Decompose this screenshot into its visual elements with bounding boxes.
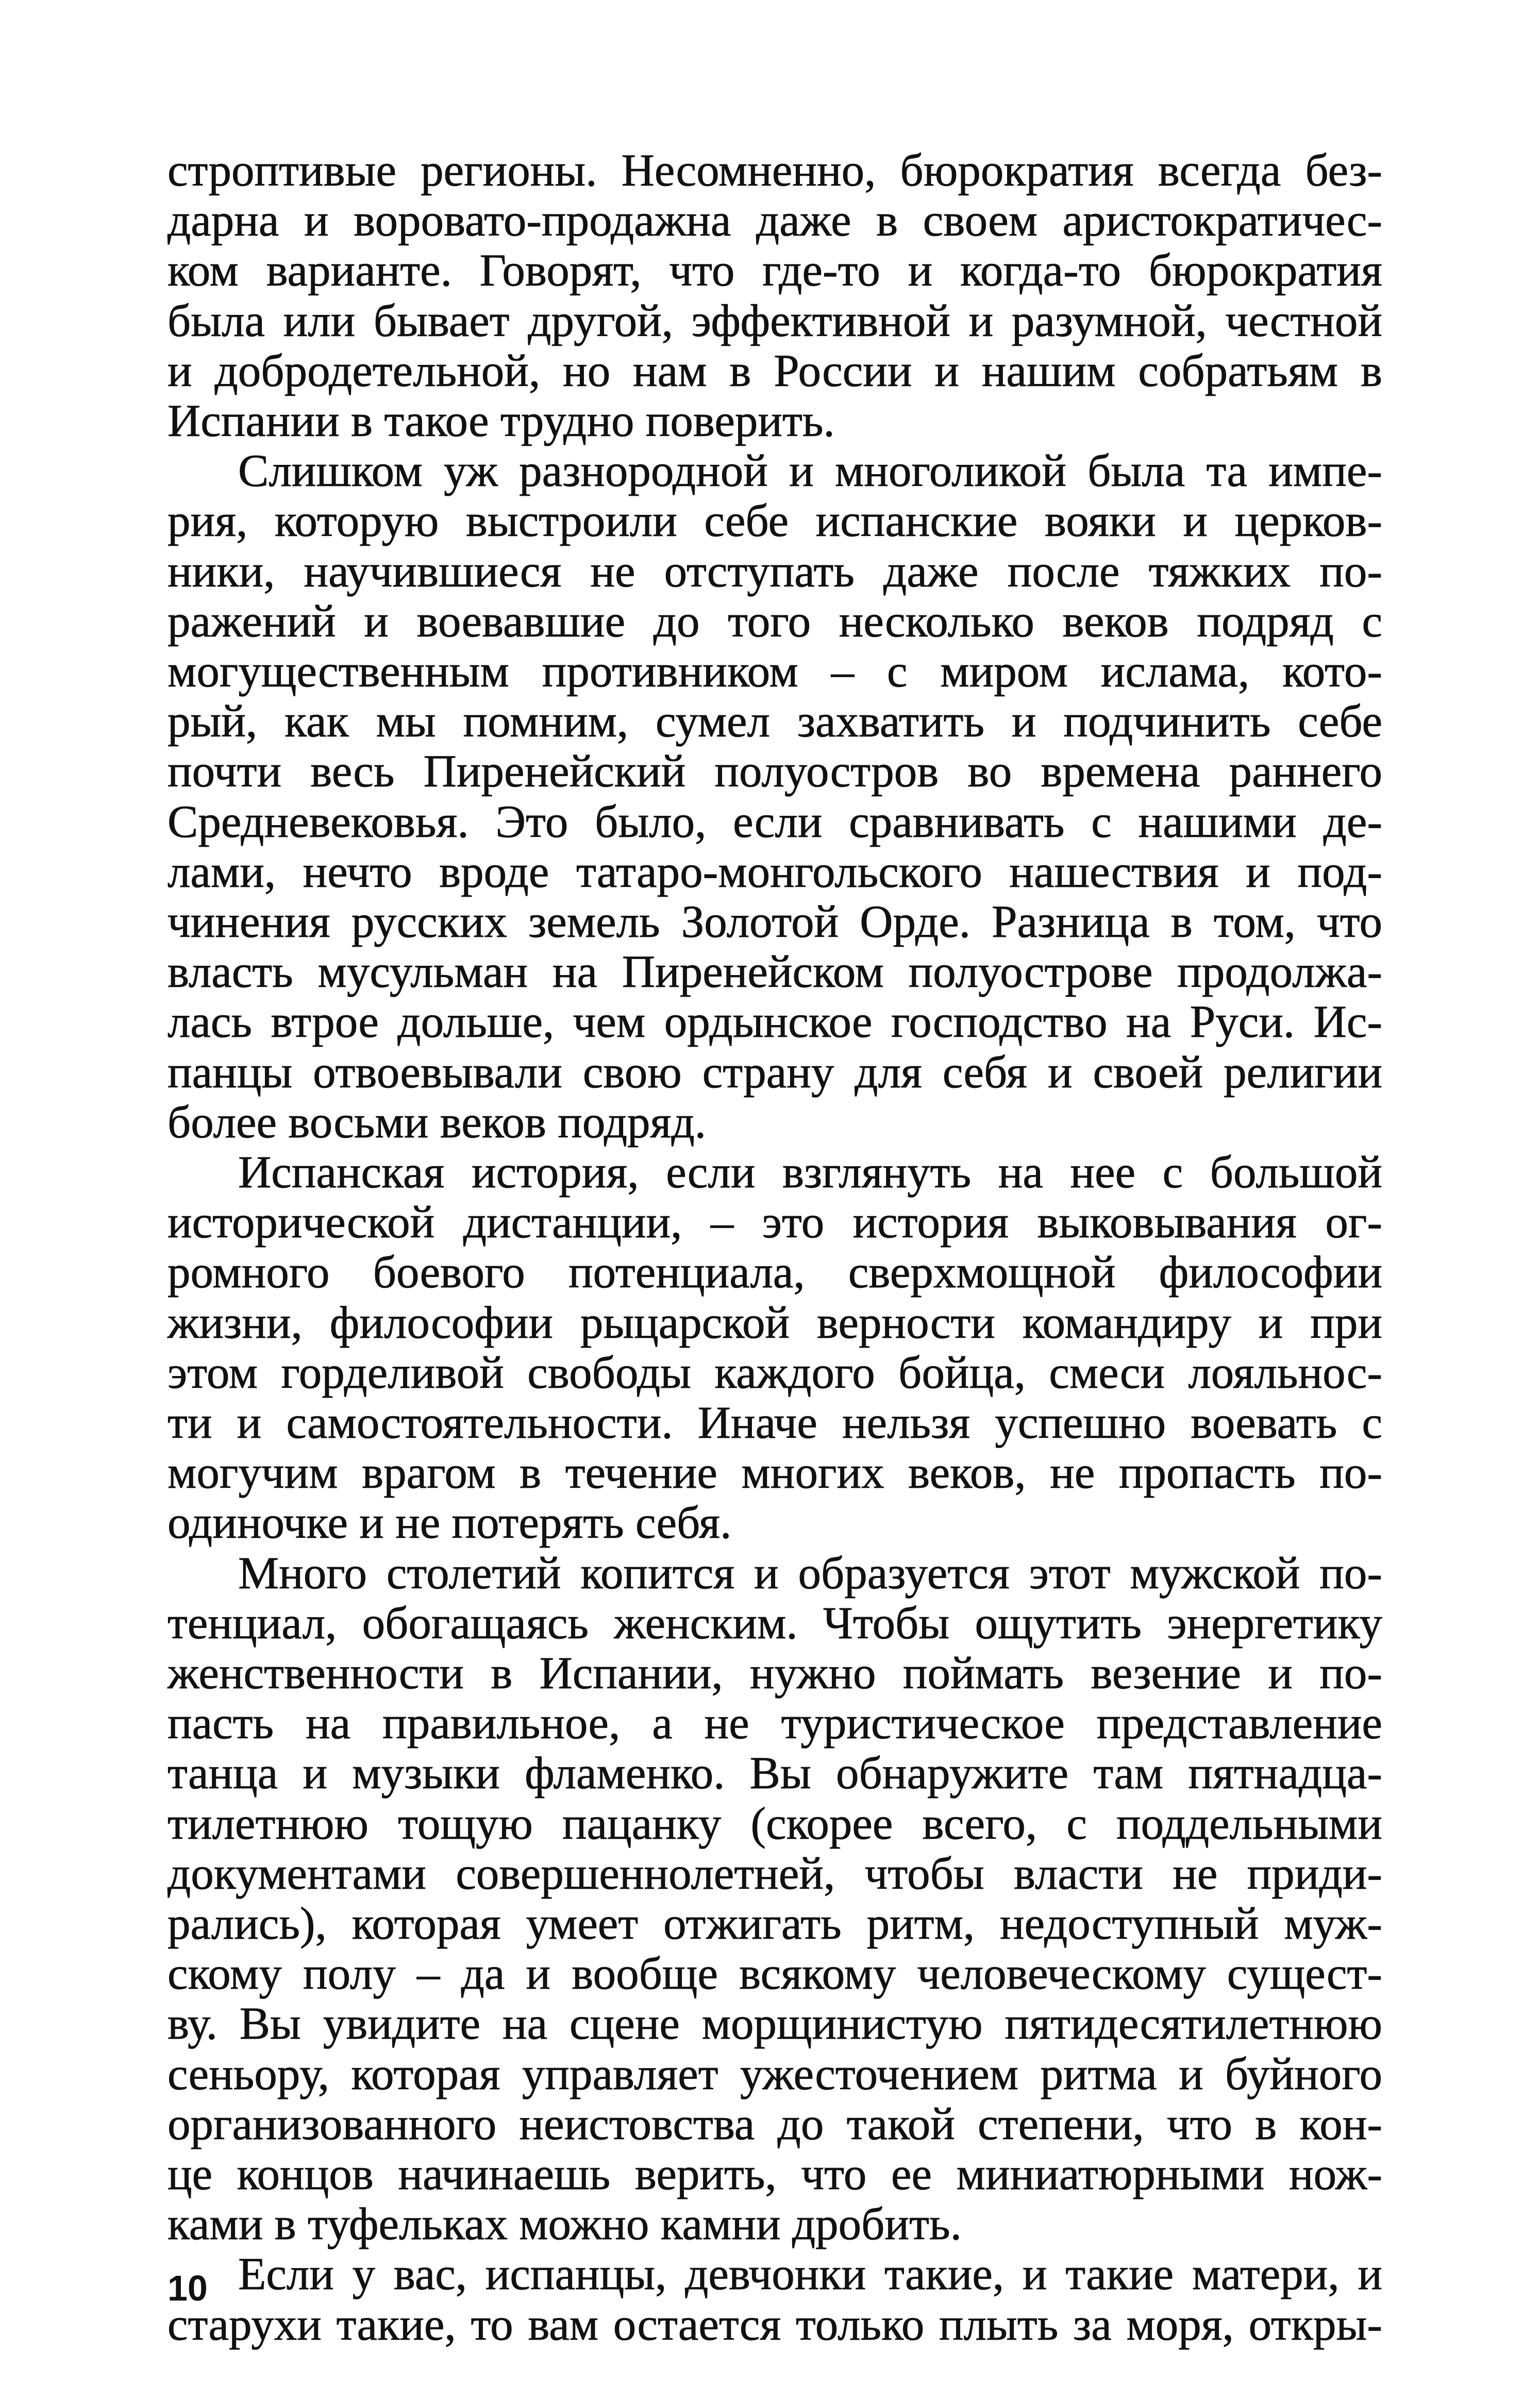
text-line: рый, как мы помним, сумел захватить и подчинить себе xyxy=(168,696,1382,747)
text-line: Средневековья. Это было, если сравнивать с нашими де- xyxy=(168,796,1382,847)
text-line: этом горделивой свободы каждого бойца, смеси лояльнос- xyxy=(168,1347,1382,1398)
text-line: чинения русских земель Золотой Орде. Разница в том, что xyxy=(168,897,1382,947)
paragraph-first-line: Много столетий копится и образуется этот мужской по- xyxy=(238,1548,1382,1599)
text-line: лами, нечто вроде татаро-монгольского нашествия и под- xyxy=(168,846,1382,897)
text-line: дарна и воровато-продажна даже в своем аристократичес- xyxy=(168,195,1382,246)
text-line: исторической дистанции, – это история выковывания ог- xyxy=(168,1197,1382,1248)
text-line: рия, которую выстроили себе испанские вояки и церков- xyxy=(168,496,1382,547)
text-line: ромного боевого потенциала, сверхмощной философии xyxy=(168,1247,1382,1298)
text-line: женственности в Испании, нужно поймать везение и по- xyxy=(168,1648,1382,1699)
text-line: Испании в такое трудно поверить. xyxy=(168,396,835,446)
text-line: власть мусульман на Пиренейском полуострове продолжа- xyxy=(168,947,1382,998)
text-line: рались), которая умеет отжигать ритм, недоступный муж- xyxy=(168,1899,1382,1949)
text-line: и добродетельной, но нам в России и нашим собратьям в xyxy=(168,345,1382,396)
text-line: ники, научившиеся не отступать даже после тяжких по- xyxy=(168,546,1382,597)
text-line: ти и самостоятельности. Иначе нельзя успешно воевать с xyxy=(168,1398,1382,1448)
text-line: могучим врагом в течение многих веков, не пропасть по- xyxy=(168,1448,1382,1499)
text-line: скому полу – да и вообще всякому человеческому сущест- xyxy=(168,1949,1382,2000)
text-line: ками в туфельках можно камни дробить. xyxy=(168,2199,962,2250)
text-line: лась втрое дольше, чем ордынское господство на Руси. Ис- xyxy=(168,997,1382,1048)
text-line: це концов начинаешь верить, что ее миниатюрными нож- xyxy=(168,2149,1382,2200)
text-line: более восьми веков подряд. xyxy=(168,1097,707,1148)
text-line: могущественным противником – с миром ислама, кото- xyxy=(168,646,1382,697)
text-line: сеньору, которая управляет ужесточением ритма и буйного xyxy=(168,2049,1382,2100)
text-line: ражений и воевавшие до того несколько веков подряд с xyxy=(168,596,1382,647)
text-line: документами совершеннолетней, чтобы власти не приди- xyxy=(168,1848,1382,1899)
text-line: почти весь Пиренейский полуостров во времена раннего xyxy=(168,746,1382,797)
text-line: организованного неистовства до такой степени, что в кон- xyxy=(168,2099,1382,2150)
text-line: одиночке и не потерять себя. xyxy=(168,1498,732,1549)
text-line: строптивые регионы. Несомненно, бюрократия всегда без- xyxy=(168,145,1382,196)
paragraph-first-line: Испанская история, если взглянуть на нее с большой xyxy=(238,1147,1382,1198)
text-line: жизни, философии рыцарской верности командиру и при xyxy=(168,1297,1382,1348)
text-line: тилетнюю тощую пацанку (скорее всего, с поддельными xyxy=(168,1798,1382,1849)
text-line: ком варианте. Говорят, что где-то и когда-то бюрократия xyxy=(168,245,1382,296)
text-line: старухи такие, то вам остается только плыть за моря, откры- xyxy=(168,2299,1382,2350)
text-line: тенциал, обогащаясь женским. Чтобы ощутить энергетику xyxy=(168,1598,1382,1649)
text-line: пасть на правильное, а не туристическое представление xyxy=(168,1698,1382,1749)
text-line: ву. Вы увидите на сцене морщинистую пятидесятилетнюю xyxy=(168,1999,1382,2050)
text-line: танца и музыки фламенко. Вы обнаружите там пятнадца- xyxy=(168,1748,1382,1799)
text-line: была или бывает другой, эффективной и разумной, честной xyxy=(168,295,1382,346)
paragraph-first-line: Слишком уж разнородной и многоликой была та импе- xyxy=(238,446,1382,497)
text-line: панцы отвоевывали свою страну для себя и своей религии xyxy=(168,1047,1382,1098)
page-number: 10 xyxy=(168,2268,208,2308)
paragraph-first-line: Если у вас, испанцы, девчонки такие, и такие матери, и xyxy=(238,2249,1382,2300)
